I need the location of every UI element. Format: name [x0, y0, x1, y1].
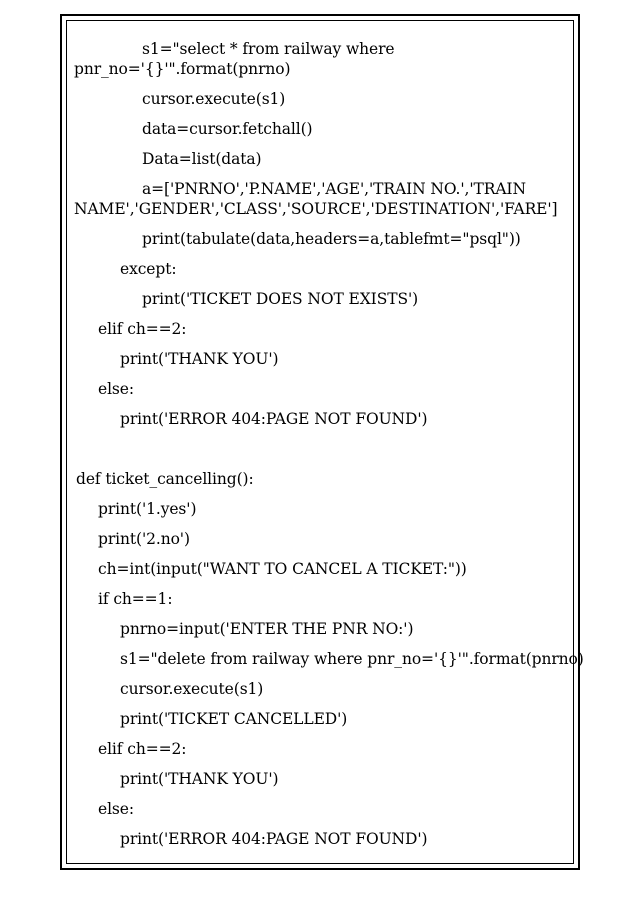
- code-line: print('TICKET DOES NOT EXISTS'): [142, 290, 419, 308]
- page-inner-border: [66, 20, 574, 864]
- code-line: s1="delete from railway where pnr_no='{}'".format(pnrno): [120, 650, 584, 668]
- code-line: def ticket_cancelling():: [76, 470, 254, 488]
- code-line: elif ch==2:: [98, 740, 187, 758]
- code-line: ch=int(input("WANT TO CANCEL A TICKET:")): [98, 560, 467, 578]
- code-line: cursor.execute(s1): [120, 680, 264, 698]
- code-line: elif ch==2:: [98, 320, 187, 338]
- code-line: pnrno=input('ENTER THE PNR NO:'): [120, 620, 414, 638]
- code-line: except:: [120, 260, 177, 278]
- code-line: if ch==1:: [98, 590, 173, 608]
- code-line: print('2.no'): [98, 530, 190, 548]
- code-line: else:: [98, 800, 134, 818]
- code-line: data=cursor.fetchall(): [142, 120, 313, 138]
- code-line: cursor.execute(s1): [142, 90, 286, 108]
- code-line: Data=list(data): [142, 150, 262, 168]
- code-line: a=['PNRNO','P.NAME','AGE','TRAIN NO.','TRAIN: [142, 180, 526, 198]
- code-line: else:: [98, 380, 134, 398]
- code-line: print(tabulate(data,headers=a,tablefmt="psql")): [142, 230, 521, 248]
- code-line: NAME','GENDER','CLASS','SOURCE','DESTINATION','FARE']: [74, 200, 558, 218]
- code-line: pnr_no='{}'".format(pnrno): [74, 60, 291, 78]
- code-line: s1="select * from railway where: [142, 40, 395, 58]
- code-line: print('ERROR 404:PAGE NOT FOUND'): [120, 830, 428, 848]
- code-line: print('THANK YOU'): [120, 350, 279, 368]
- code-line: print('TICKET CANCELLED'): [120, 710, 348, 728]
- code-line: print('1.yes'): [98, 500, 197, 518]
- code-line: print('ERROR 404:PAGE NOT FOUND'): [120, 410, 428, 428]
- code-line: print('THANK YOU'): [120, 770, 279, 788]
